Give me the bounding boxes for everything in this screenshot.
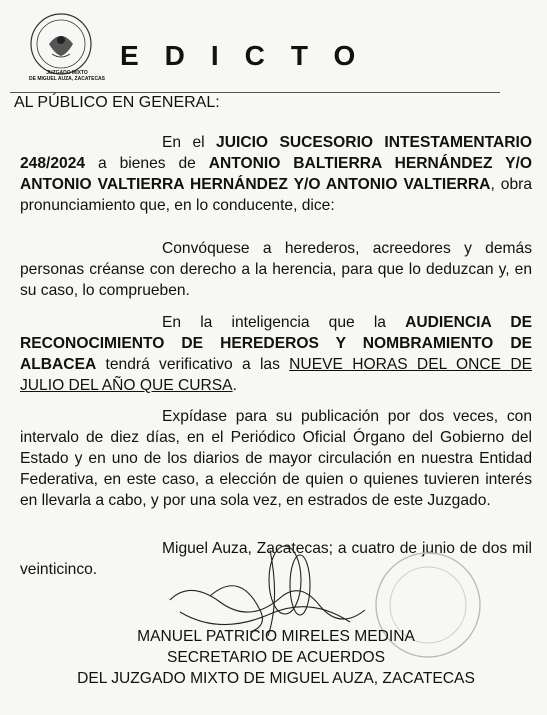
paragraph-text: En el bbox=[162, 134, 217, 151]
paragraph-hearing bbox=[20, 312, 532, 396]
page-title: EDICTO bbox=[120, 40, 382, 71]
case-number: JUICIO SUCESORIO INTESTAMENTARIO 248/2024 bbox=[20, 134, 532, 172]
header-rule bbox=[10, 92, 500, 93]
paragraph-text: a bienes de bbox=[85, 155, 209, 172]
paragraph-text: Convóquese a herederos, acreedores y demás personas créanse con derecho a la herencia, para que lo deduzcan y, en su caso, lo comprueben. bbox=[20, 240, 532, 299]
signatory-role: SECRETARIO DE ACUERDOS bbox=[166, 649, 386, 666]
seal-caption-line1: JUZGADO MIXTO bbox=[46, 70, 88, 76]
hearing-date: NUEVE HORAS DEL ONCE DE JULIO DEL AÑO QUE CURSA bbox=[20, 356, 532, 394]
paragraph-summons bbox=[20, 238, 532, 301]
paragraph-trial bbox=[20, 132, 532, 216]
hearing-name: AUDIENCIA DE RECONOCIMIENTO DE HEREDEROS Y NOMBRAMIENTO DE ALBACEA bbox=[20, 314, 532, 373]
signatory-name: MANUEL PATRICIO MIRELES MEDINA bbox=[137, 628, 415, 645]
paragraph-publication bbox=[20, 406, 532, 511]
addressee: AL PÚBLICO EN GENERAL: bbox=[14, 94, 220, 111]
paragraph-text: En la inteligencia que la bbox=[162, 314, 406, 331]
deceased-name: ANTONIO BALTIERRA HERNÁNDEZ Y/O ANTONIO VALTIERRA HERNÁNDEZ Y/O ANTONIO VALTIERRA bbox=[20, 155, 532, 193]
paragraph-text: Expídase para su publicación por dos veces, con intervalo de diez días, en el Periódico Oficial Órgano del Gobierno del Estado y en uno de los diarios de mayor circulación en nuestra Entidad Federativa, en este caso, a elección de quien o quienes tuvieren interés en llevarla a cabo, y por una sola vez, en estrados de este Juzgado. bbox=[20, 408, 532, 509]
paragraph-text: . bbox=[232, 377, 237, 394]
signatory-court: DEL JUZGADO MIXTO DE MIGUEL AUZA, ZACATECAS bbox=[77, 670, 475, 687]
paragraph-text: Miguel Auza, Zacatecas; a cuatro de junio de dos mil veinticinco. bbox=[20, 540, 532, 578]
seal-caption bbox=[22, 70, 112, 82]
paragraph-text: , obra pronunciamiento que, en lo conducente, dice: bbox=[20, 176, 532, 214]
seal-caption-line2: DE MIGUEL AUZA, ZACATECAS bbox=[28, 76, 106, 82]
paragraph-text: tendrá verificativo a las bbox=[96, 356, 290, 373]
